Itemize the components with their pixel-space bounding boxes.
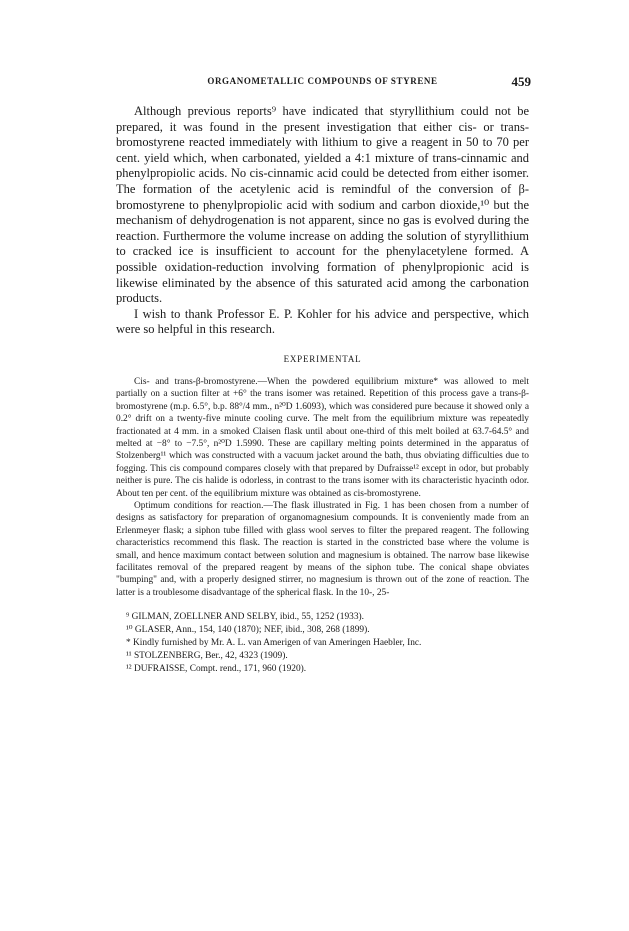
footnote: ¹¹ STOLZENBERG, Ber., 42, 4323 (1909). — [126, 651, 288, 662]
experimental-paragraph: Cis- and trans-β-bromostyrene.—When the powdered equilibrium mixture* was allowed to melt partially on a suction filter at +6° the trans isomer was retained. Repetition of this process gave a trans-β-bromostyrene (m.p. 6.5°, b.p. 88°/4 mm., n²⁰D 1.6093), which was considered pure because it showed only a 0.2° drift on a twenty-five minute cooling curve. The melt from the equilibrium mixture was repeatedly fractionated at 4 mm. in a smoked Claisen flask until about one-third of this melt boiled at 63.7-64.5° and melted at −8° to −7.5°, n²⁰D 1.5990. These are capillary melting points determined in the apparatus of Stolzenberg¹¹ which was constructed with a vacuum jacket around the bath, thus obviating difficulties due to fogging. This cis compound compares closely with that prepared by Dufraisse¹² except in odor, but probably neither is pure. The cis halide is odorless, in contrast to the trans isomer with its characteristic hyacinth odor. About ten per cent. of the equilibrium mixture was obtained as cis-bromostyrene. — [116, 376, 529, 499]
footnotes — [116, 611, 529, 676]
footnote: ¹⁰ GLASER, Ann., 154, 140 (1870); NEF, ibid., 308, 268 (1899). — [126, 625, 370, 636]
footnote: ⁹ GILMAN, ZOELLNER AND SELBY, ibid., 55, 1252 (1933). — [126, 612, 364, 623]
body-paragraph: I wish to thank Professor E. P. Kohler for his advice and perspective, which were so helpful in this research. — [116, 306, 529, 337]
section-heading: EXPERIMENTAL — [283, 353, 362, 364]
footnote: ¹² DUFRAISSE, Compt. rend., 171, 960 (1920). — [126, 664, 307, 675]
body-paragraph: Although previous reports⁹ have indicated that styryllithium could not be prepared, it was found in the present investigation that either cis- or trans-bromostyrene reacted immediately with lithium to give a reagent in 50 to 70 per cent. yield which, when carbonated, yielded a 4:1 mixture of trans-cinnamic and phenylpropiolic acids. No cis-cinnamic acid could be detected from either isomer. The formation of the acetylenic acid is remindful of the conversion of β-bromostyrene to phenylpropiolic acid with sodium and carbon dioxide,¹⁰ but the mechanism of dehydrogenation is not apparent, since no gas is evolved during the reaction. Furthermore the volume increase on adding the solution of styryllithium to cracked ice is insufficient to account for the phenylacetylene formed. A possible oxidation-reduction involving formation of phenylpropionic acid is likewise eliminated by the absence of this saturated acid among the carbonation products. — [116, 104, 529, 306]
footnote: * Kindly furnished by Mr. A. L. van Amerigen of van Ameringen Haebler, Inc. — [126, 638, 422, 649]
page-header — [116, 76, 529, 90]
experimental-paragraph: Optimum conditions for reaction.—The flask illustrated in Fig. 1 has been chosen from a number of designs as satisfactory for preparation of organomagnesium compounds. It is conveniently made from an Erlenmeyer flask; a siphon tube filled with glass wool serves to filter the prepared reagent. The following characteristics recommend this flask. The reaction is started in the constricted base where the volume is small, and hence maximum contact between solution and magnesium is obtained. The narrow base likewise facilitates removal of the prepared reagent by means of the siphon tube. The conical shape obviates "bumping" and, with a properly designed stirrer, no magnesium is thrown out of the zone of reaction. The latter is a troublesome disadvantage of the spherical flask. In the 10-, 25- — [116, 500, 529, 598]
page-number: 459 — [511, 74, 531, 89]
running-title: ORGANOMETALLIC COMPOUNDS OF STYRENE — [207, 76, 438, 86]
article-body — [116, 104, 529, 676]
